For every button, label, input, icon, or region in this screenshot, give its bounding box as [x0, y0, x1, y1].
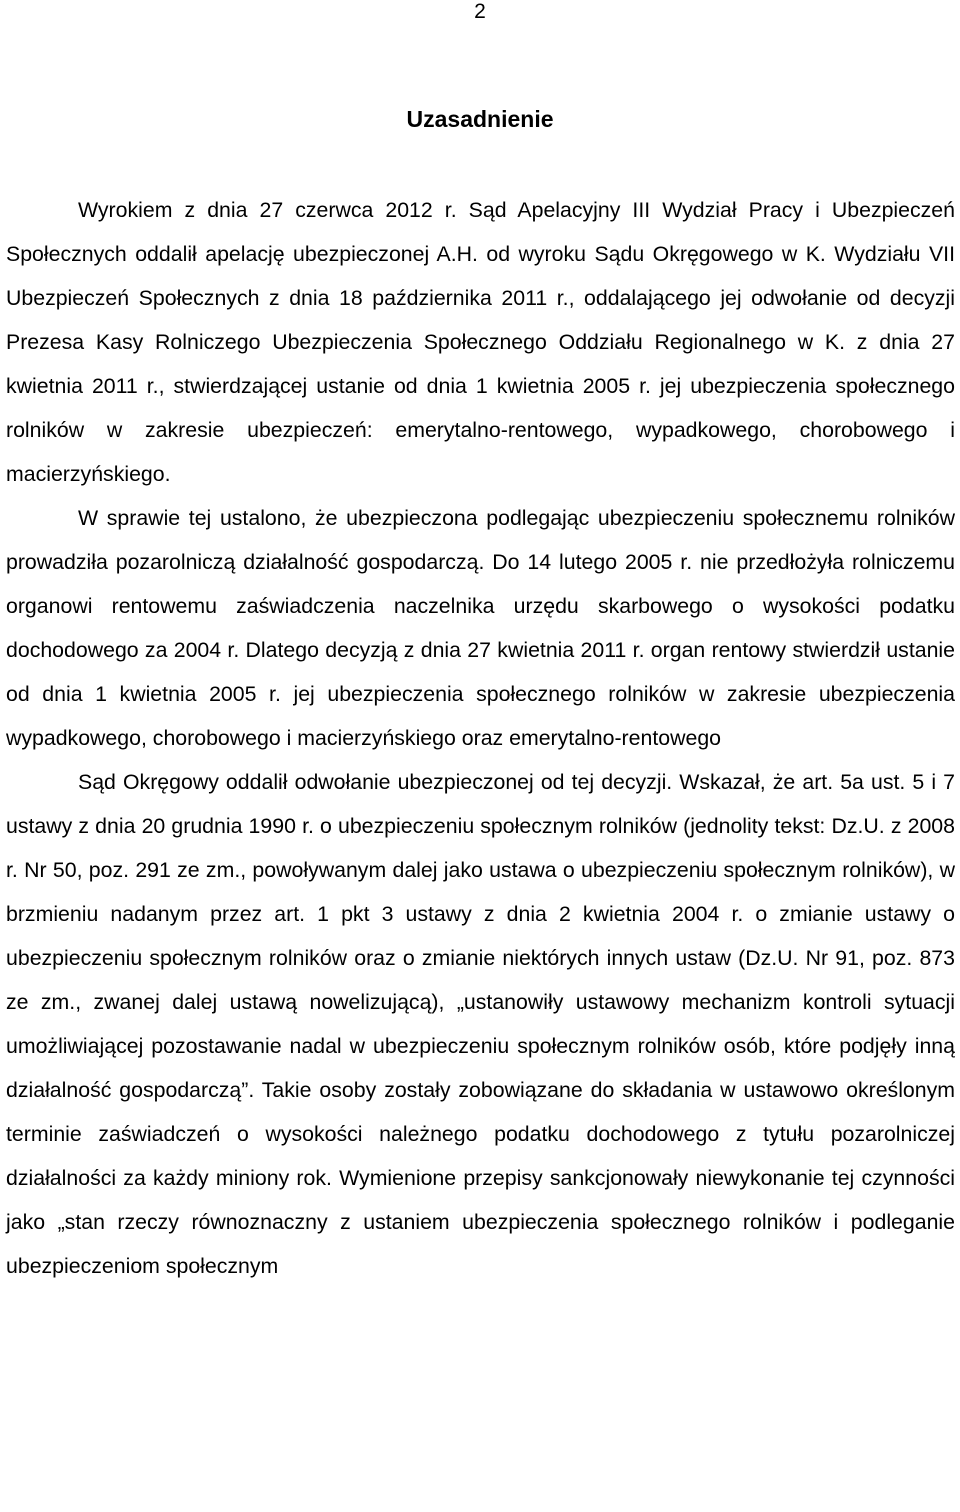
paragraph-judgment: Wyrokiem z dnia 27 czerwca 2012 r. Sąd Apelacyjny III Wydział Pracy i Ubezpieczeń Społecznych oddalił apelację ubezpieczonej A.H. od wyroku Sądu Okręgowego w K. Wydziału VII Ubezpieczeń Społecznych z dnia 18 października 2011 r., oddalającego jej odwołanie od decyzji Prezesa Kasy Rolniczego Ubezpieczenia Społecznego Oddziału Regionalnego w K. z dnia 27 kwietnia 2011 r., stwierdzającej ustanie od dnia 1 kwietnia 2005 r. jej ubezpieczenia społecznego rolników w zakresie ubezpieczeń: emerytalno-rentowego, wypadkowego, chorobowego i macierzyńskiego. — [6, 198, 955, 486]
document-body — [6, 188, 955, 1288]
page-number: 2 — [474, 0, 486, 23]
document-title: Uzasadnienie — [406, 106, 554, 132]
paragraph-district-court: Sąd Okręgowy oddalił odwołanie ubezpieczonej od tej decyzji. Wskazał, że art. 5a ust. 5 i 7 ustawy z dnia 20 grudnia 1990 r. o ubezpieczeniu społecznym rolników (jednolity tekst: Dz.U. z 2008 r. Nr 50, poz. 291 ze zm., powoływanym dalej jako ustawa o ubezpieczeniu społecznym rolników), w brzmieniu nadanym przez art. 1 pkt 3 ustawy z dnia 2 kwietnia 2004 r. o zmianie ustawy o ubezpieczeniu społecznym rolników oraz o zmianie niektórych innych ustaw (Dz.U. Nr 91, poz. 873 ze zm., zwanej dalej ustawą nowelizującą), „ustanowiły ustawowy mechanizm kontroli sytuacji umożliwiającej pozostawanie nadal w ubezpieczeniu społecznym rolników osób, które podjęły inną działalność gospodarczą”. Takie osoby zostały zobowiązane do składania w ustawowo określonym terminie zaświadczeń o wysokości należnego podatku dochodowego z tytułu pozarolniczej działalności za każdy miniony rok. Wymienione przepisy sankcjonowały niewykonanie tej czynności jako „stan rzeczy równoznaczny z ustaniem ubezpieczenia społecznego rolników i podleganie ubezpieczeniom społecznym — [6, 770, 955, 1278]
paragraph-findings: W sprawie tej ustalono, że ubezpieczona podlegając ubezpieczeniu społecznemu rolników prowadziła pozarolniczą działalność gospodarczą. Do 14 lutego 2005 r. nie przedłożyła rolniczemu organowi rentowemu zaświadczenia naczelnika urzędu skarbowego o wysokości podatku dochodowego za 2004 r. Dlatego decyzją z dnia 27 kwietnia 2011 r. organ rentowy stwierdził ustanie od dnia 1 kwietnia 2005 r. jej ubezpieczenia społecznego rolników w zakresie ubezpieczenia wypadkowego, chorobowego i macierzyńskiego oraz emerytalno-rentowego — [6, 506, 955, 750]
